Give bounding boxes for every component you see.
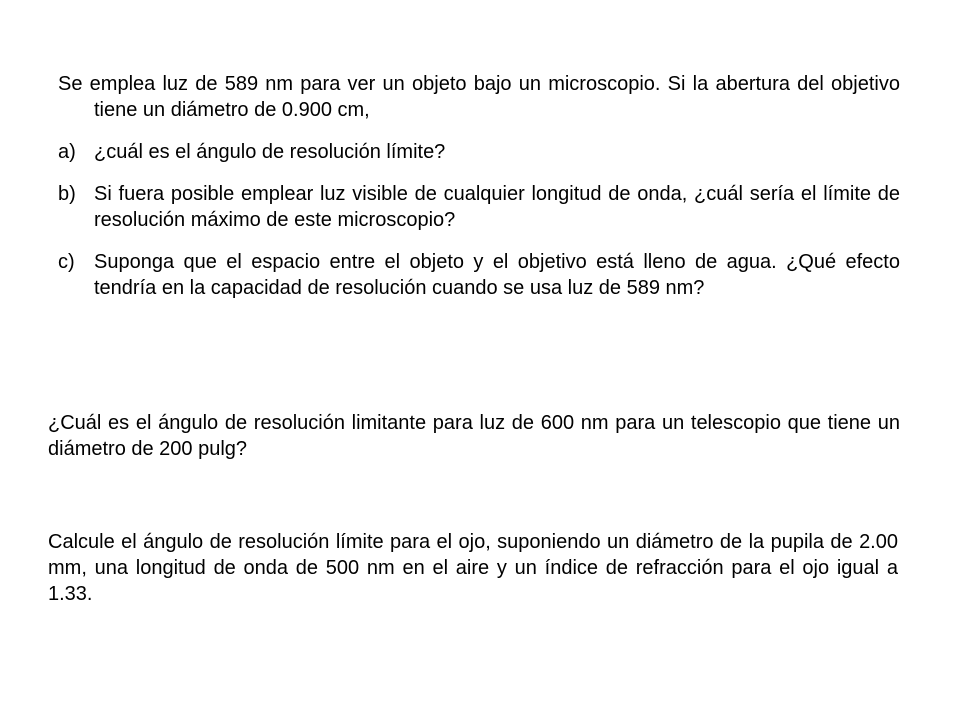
problem-1-intro: Se emplea luz de 589 nm para ver un objeto bajo un microscopio. Si la abertura del objetivo tiene un diámetro de 0.900 cm, xyxy=(58,73,900,121)
item-marker: a) xyxy=(58,141,76,163)
problem-1 xyxy=(58,71,900,301)
problem-2 xyxy=(48,410,900,462)
problem-1-item-a xyxy=(58,139,900,165)
item-text: ¿cuál es el ángulo de resolución límite? xyxy=(94,141,446,163)
item-text: Suponga que el espacio entre el objeto y el objetivo está lleno de agua. ¿Qué efecto tendría en la capacidad de resolución cuando se usa luz de 589 nm? xyxy=(94,251,900,299)
item-marker: c) xyxy=(58,251,75,273)
item-marker: b) xyxy=(58,183,76,205)
item-text: Si fuera posible emplear luz visible de cualquier longitud de onda, ¿cuál sería el límite de resolución máximo de este microscopio? xyxy=(94,183,900,231)
problem-3 xyxy=(48,529,898,607)
problem-3-text: Calcule el ángulo de resolución límite para el ojo, suponiendo un diámetro de la pupila de 2.00 mm, una longitud de onda de 500 nm en el aire y un índice de refracción para el ojo igual a 1.33. xyxy=(48,531,898,605)
problem-1-item-b xyxy=(58,181,900,233)
problem-2-text: ¿Cuál es el ángulo de resolución limitante para luz de 600 nm para un telescopio que tiene un diámetro de 200 pulg? xyxy=(48,412,900,460)
problem-1-item-c xyxy=(58,249,900,301)
